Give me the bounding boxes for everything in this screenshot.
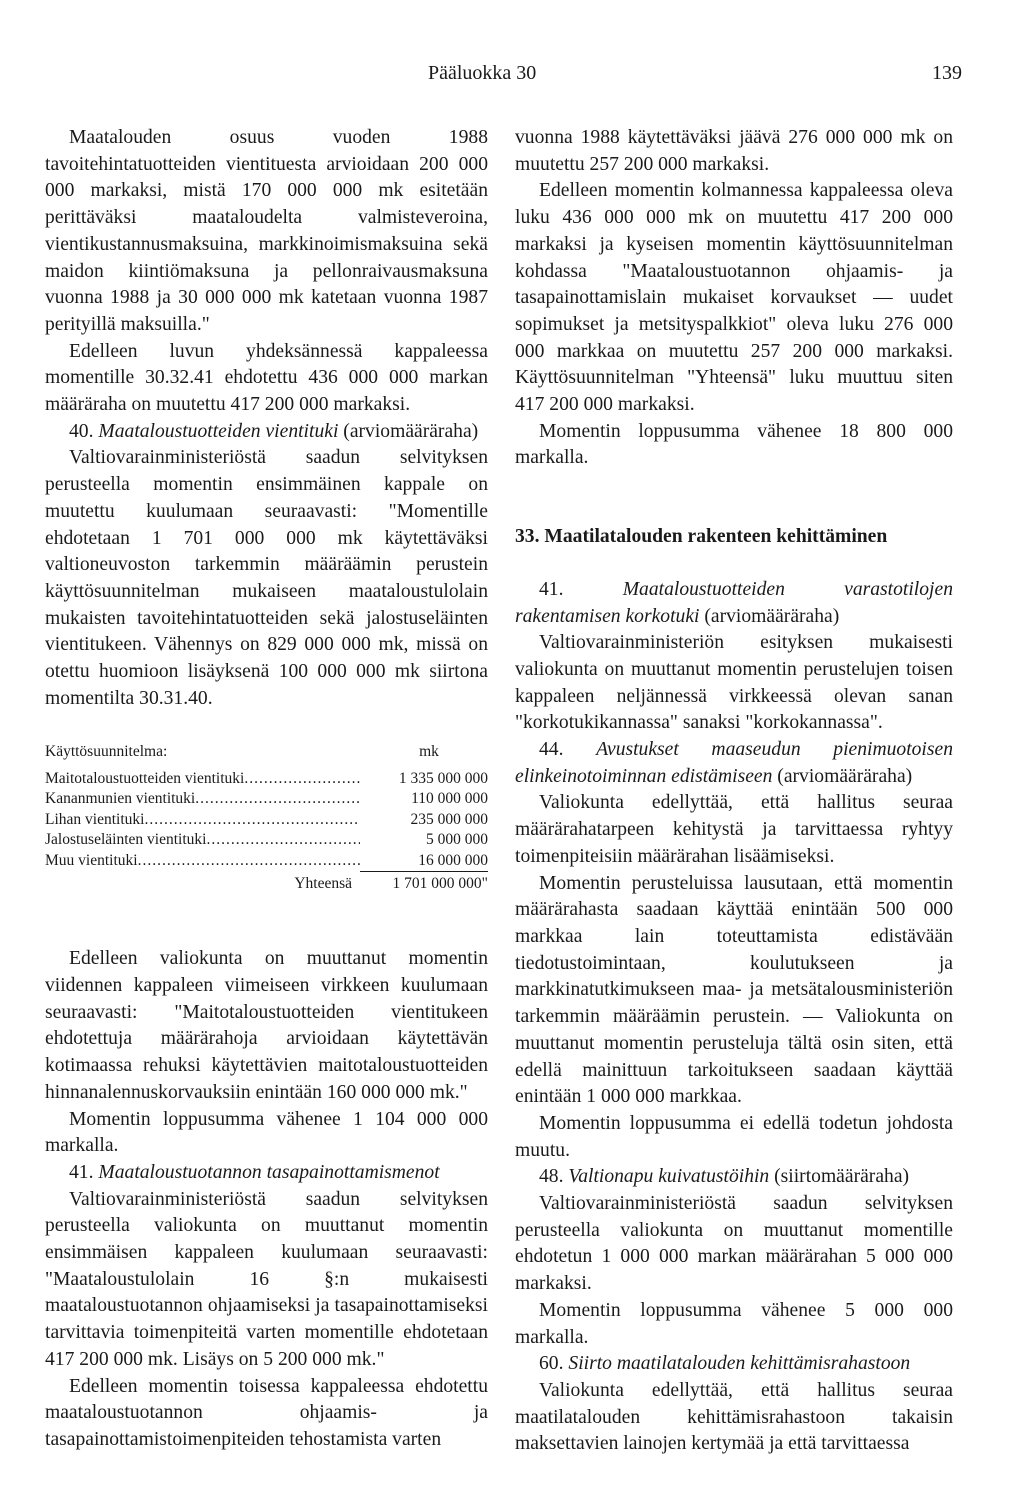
table-row [45,830,488,850]
section-item-41 [515,577,953,630]
item-number: 44. [539,739,564,761]
item-number: 48. [539,1166,564,1188]
leader-dots [144,810,360,830]
table-row [45,789,488,809]
item-type: (arviomääräraha) [704,605,840,627]
item-type: (arviomääräraha) [343,420,479,442]
row-value: 110 000 000 [411,790,488,808]
paragraph: vuonna 1988 käytettäväksi jäävä 276 000 000 mk on muutettu 257 200 000 markaksi. [515,127,953,175]
paragraph: Valtiovarainministeriön esityksen mukaisesti valiokunta on muuttanut momentin perustelujen toisen kappaleen neljännessä virkkeessä olevan sanan "korkotukikannassa" sanaksi "korkokannassa". [515,632,953,734]
item-type: (arviomääräraha) [777,765,913,787]
leader-dots [206,830,360,850]
table-row [45,851,488,872]
paragraph: Valtiovarainministeriöstä saadun selvityksen perusteella valiokunta on muuttanut momentille ehdotetun 1 000 000 markan määrärahan 5 000 000 markaksi. [515,1193,953,1295]
table-unit: mk [419,743,439,761]
table-title: Käyttösuunnitelma: [45,743,168,761]
paragraph: Valiokunta edellyttää, että hallitus seuraa maatilatalouden kehittämisrahastoon takaisin maksettavien lainojen kertymää ja että tarvittaessa [515,1379,953,1455]
section-item-48 [515,1164,953,1191]
leader-dots [195,789,360,809]
section-heading: 33. Maatilatalouden rakenteen kehittäminen [515,526,888,548]
paragraph: Maatalouden osuus vuoden 1988 tavoitehintatuotteiden vientituesta arvioidaan 200 000 000 markaksi, mistä 170 000 000 mk esitetään perittäväksi maataloudelta valmisteveroina, vientikustannusmaksuina, markkinoimismaksuina sekä maidon kiintiömaksuna ja pellonraivausmaksuna vuonna 1988 ja 30 000 000 mk katetaan vuonna 1987 perityillä maksuilla." [45,127,488,335]
left-column [45,125,488,1454]
row-value: 5 000 000 [426,831,488,849]
chapter-title: Pääluokka 30 [428,62,537,84]
item-title: Maataloustuotteiden vientituki [98,420,339,442]
item-title: Maataloustuotteiden varastotilojen rakentamisen korkotuki [515,578,953,627]
paragraph: Edelleen momentin kolmannessa kappaleessa oleva luku 436 000 000 mk on muutettu 417 200 000 markaksi ja kyseisen momentin käyttösuunnitelman kohdassa "Maataloustuotannon ohjaamis- ja tasapainottamislain mukaiset korvaukset — uudet sopimukset ja metsityspalkkiot" oleva luku 276 000 000 markkaa on muutettu 257 200 000 markaksi. Käyttösuunnitelman "Yhteensä" luku muuttuu siten 417 200 000 markaksi. [515,180,953,416]
paragraph: Momentin loppusumma vähenee 1 104 000 000 markalla. [45,1108,488,1157]
row-label: Maitotaloustuotteiden vientituki [45,769,245,787]
paragraph: Edelleen luvun yhdeksännessä kappaleessa momentille 30.32.41 ehdotettu 436 000 000 markan määräraha on muutettu 417 200 000 markaksi. [45,340,488,416]
item-title: Avustukset maaseudun pienimuotoisen elinkeinotoiminnan edistämiseen [515,739,953,787]
row-value: 16 000 000 [360,851,488,872]
section-item-44 [515,737,953,790]
paragraph: Momentin loppusumma vähenee 5 000 000 markalla. [515,1299,953,1348]
section-item-41 [45,1160,488,1187]
row-value: 235 000 000 [410,810,488,828]
right-column [515,125,953,1458]
table-header [45,742,488,762]
paragraph: Valiokunta edellyttää, että hallitus seuraa määrärahatarpeen kehitystä ja tarvittaessa ryhtyy toimenpiteisiin määrärahan lisäämiseksi. [515,792,953,867]
table-total [45,872,488,894]
section-item-40 [45,419,488,446]
paragraph: Edelleen valiokunta on muuttanut momentin viidennen kappaleen viimeiseen virkkeen kuulumaan seuraavasti: "Maitotaloustuotteiden vientitukeen ehdotettuja määrärahoja arvioidaan käytettävän kotimaassa rehuksi käytettävien maitotaloustuotteiden hinnanalennuskorvauksiin enintään 160 000 000 mk." [45,948,488,1103]
leader-dots [138,851,360,871]
item-title: Valtionapu kuivatustöihin [568,1166,770,1188]
table-row [45,769,488,789]
page-header [0,62,1024,92]
paragraph: Valtiovarainministeriöstä saadun selvityksen perusteella momentin ensimmäinen kappale on muutettu kuulumaan seuraavasti: "Momentille ehdotetaan 1 701 000 000 mk käytettäväksi valtioneuvoston tarkemmin määräämin perustein käyttösuunnitelman mukaiseen maataloustulolain mukaisten tavoitehintatuotteiden sekä jalostuseläinten vientitukeen. Vähennys on 829 000 000 mk, missä on otettu huomioon lisäyksenä 100 000 000 mk siirtona momentilta 30.31.40. [45,447,488,709]
total-value: 1 701 000 000" [392,874,488,892]
table-row [45,810,488,830]
row-label: Jalostuseläinten vientituki [45,831,207,849]
item-title: Siirto maatilatalouden kehittämisrahastoon [568,1353,911,1375]
paragraph: Valtiovarainministeriöstä saadun selvityksen perusteella valiokunta on muuttanut momentin ensimmäisen kappaleen kuulumaan seuraavasti: "Maataloustulolain 16 §:n mukaisesti maataloustuotannon ohjaamiseksi ja tasapainottamiseksi tarvittavia toimenpiteitä varten momentille ehdotetaan 417 200 000 mk. Lisäys on 5 200 000 mk." [45,1188,488,1370]
row-value: 1 335 000 000 [398,769,488,787]
paragraph: Momentin loppusumma vähenee 18 800 000 markalla. [515,420,953,469]
row-label: Lihan vientituki [45,810,145,828]
item-number: 60. [539,1353,564,1375]
section-item-60 [515,1351,953,1378]
item-title: Maataloustuotannon tasapainottamismenot [98,1161,440,1183]
row-label: Muu vientituki [45,851,138,869]
paragraph: Momentin perusteluissa lausutaan, että momentin määrärahasta saadaan käyttää enintään 500 000 markkaa lain toteuttamista edistävään tiedotustoimintaan, koulutukseen ja markkinatutkimukseen maa- ja metsätalousministeriön tarkemmin määräämin perustein. — Valiokunta on muuttanut momentin perusteluja tältä osin siten, että edellä mainittuun tarkoitukseen saadaan käyttää enintään 1 000 000 markkaa. [515,872,953,1108]
item-type: (siirtomääräraha) [774,1166,910,1188]
usage-plan-table [45,742,488,894]
paragraph: Momentin loppusumma ei edellä todetun johdosta muutu. [515,1112,953,1161]
paragraph: Edelleen momentin toisessa kappaleessa ehdotettu maataloustuotannon ohjaamis- ja tasapainottamistoimenpiteiden tehostamista varten [45,1375,488,1450]
item-number: 41. [539,578,564,600]
total-label: Yhteensä [294,874,352,892]
item-number: 40. [69,420,94,442]
row-label: Kananmunien vientituki [45,790,196,808]
page-number: 139 [932,62,962,84]
leader-dots [244,769,360,789]
item-number: 41. [69,1161,94,1183]
